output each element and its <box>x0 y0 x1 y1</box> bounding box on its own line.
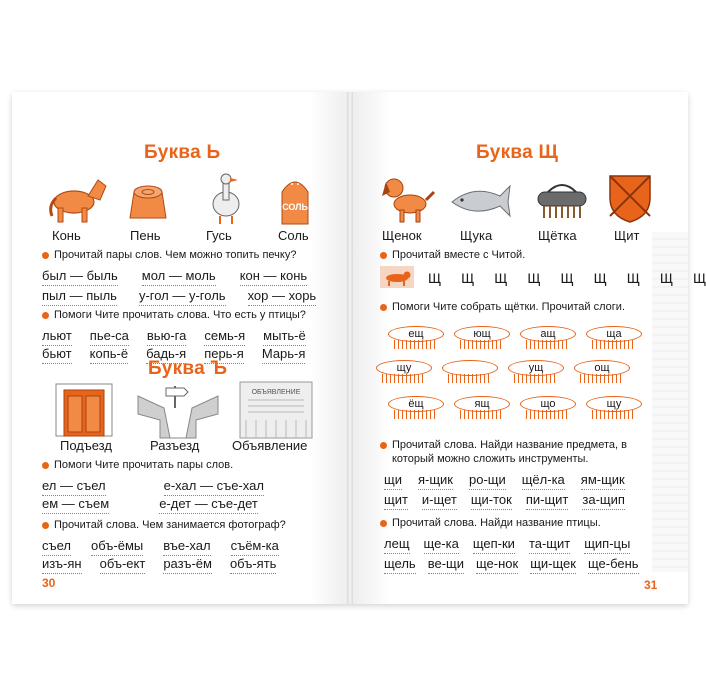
instruction-3: Прочитай слова. Найди название предмета, в который можно сложить инструменты. <box>380 438 662 466</box>
pic-label-3: Щётка <box>538 228 577 243</box>
pic-label-2: Щука <box>460 228 493 243</box>
photo-words-row-2: изъ-ян объ-ект разъ-ём объ-ять <box>42 556 277 571</box>
bullet-icon <box>380 520 387 527</box>
syllable-brush-4: ща <box>586 326 642 350</box>
syllable-brush-11: що <box>520 396 576 420</box>
title-letter-shcha: Буква Щ <box>476 142 559 163</box>
salt-label: СОЛЬ <box>282 202 308 212</box>
pic-label-announcement: Объявление <box>232 438 308 453</box>
page-number-right: 31 <box>644 578 658 592</box>
bullet-icon <box>42 522 49 529</box>
notice-title: ОБЪЯВЛЕНИЕ <box>251 389 301 396</box>
pic-label-2: Пень <box>130 228 161 243</box>
tool-words-row-2: щит и-щет щи-ток пи-щит за-щип <box>384 492 625 507</box>
instruction-4: Прочитай слова. Чем занимается фотограф? <box>42 518 286 532</box>
page-left <box>12 92 350 604</box>
stump-picture <box>124 180 172 224</box>
road-junction-picture <box>136 384 220 438</box>
bullet-icon <box>380 442 387 449</box>
instruction-2: Помоги Чите прочитать слова. Что есть у птицы? <box>42 308 306 322</box>
announcement-board-picture <box>238 380 314 442</box>
word-pairs-row-1: был — быль мол — моль кон — конь <box>42 268 308 283</box>
pike-fish-picture <box>450 180 512 220</box>
word-pairs-row-2: пыл — пыль у-гол — у-голь хор — хорь <box>42 288 317 303</box>
page-right <box>350 92 706 604</box>
pic-label-3: Гусь <box>206 228 232 243</box>
syllable-brush-10: ящ <box>454 396 510 420</box>
letter-row: Щ Щ Щ Щ Щ Щ Щ Щ Щ <box>428 270 706 286</box>
bird-words-row-2: бьют копь-ё бадь-я перь-я Марь-я <box>42 346 306 361</box>
bird-words-row-1: льют пье-са вью-га семь-я мыть-ё <box>42 328 306 343</box>
title-letter-soft-sign: Буква Ь <box>144 142 221 163</box>
horse-picture <box>46 172 108 224</box>
entrance-door-picture <box>54 382 114 438</box>
syllable-brush-2: ющ <box>454 326 510 350</box>
pic-label-junction: Разъезд <box>150 438 200 453</box>
instruction-2: Помоги Чите собрать щётки. Прочитай слоги. <box>380 300 625 314</box>
title-letter-hard-sign: Буква Ъ <box>148 358 228 379</box>
open-book <box>12 92 706 604</box>
book-spine <box>347 92 353 604</box>
tool-words-row-1: щи я-щик ро-щи щёл-ка ям-щик <box>384 472 625 487</box>
pic-label-1: Конь <box>52 228 81 243</box>
syllable-brush-5: щу <box>376 360 432 384</box>
syllable-brush-12: щу <box>586 396 642 420</box>
bird-words-row-2: щель ве-щи ще-нок щи-щек ще-бень <box>384 556 639 571</box>
bullet-icon <box>380 304 387 311</box>
dachshund-icon <box>380 266 414 288</box>
pic-label-4: Щит <box>614 228 640 243</box>
pic-label-1: Щенок <box>382 228 422 243</box>
goose-picture <box>204 172 246 226</box>
syllable-brush-1: ещ <box>388 326 444 350</box>
hard-sign-pairs-row-2: ем — съем е-дет — съе-дет <box>42 496 258 511</box>
instruction-1: Прочитай пары слов. Чем можно топить печку? <box>42 248 296 262</box>
instruction-3: Помоги Чите прочитать пары слов. <box>42 458 233 472</box>
syllable-brush-6 <box>442 360 498 384</box>
pic-label-4: Соль <box>278 228 309 243</box>
instruction-1: Прочитай вместе с Читой. <box>380 248 525 262</box>
syllable-brush-7: ущ <box>508 360 564 384</box>
bullet-icon <box>42 462 49 469</box>
syllable-brush-9: ёщ <box>388 396 444 420</box>
pic-label-entrance: Подъезд <box>60 438 112 453</box>
puppy-picture <box>380 172 436 224</box>
hard-sign-pairs-row-1: ел — съел е-хал — съе-хал <box>42 478 264 493</box>
instruction-4: Прочитай слова. Найди название птицы. <box>380 516 601 530</box>
brush-picture <box>534 178 590 220</box>
salt-shaker-picture <box>274 170 316 226</box>
bullet-icon <box>42 252 49 259</box>
bird-words-row-1: лещ ще-ка щеп-ки та-щит щип-цы <box>384 536 631 551</box>
photo-words-row-1: съел объ-ёмы въе-хал съём-ка <box>42 538 279 553</box>
bullet-icon <box>42 312 49 319</box>
page-number-left: 30 <box>42 576 56 590</box>
bullet-icon <box>380 252 387 259</box>
syllable-brush-8: ощ <box>574 360 630 384</box>
syllable-brush-3: ащ <box>520 326 576 350</box>
shield-picture <box>606 172 654 224</box>
